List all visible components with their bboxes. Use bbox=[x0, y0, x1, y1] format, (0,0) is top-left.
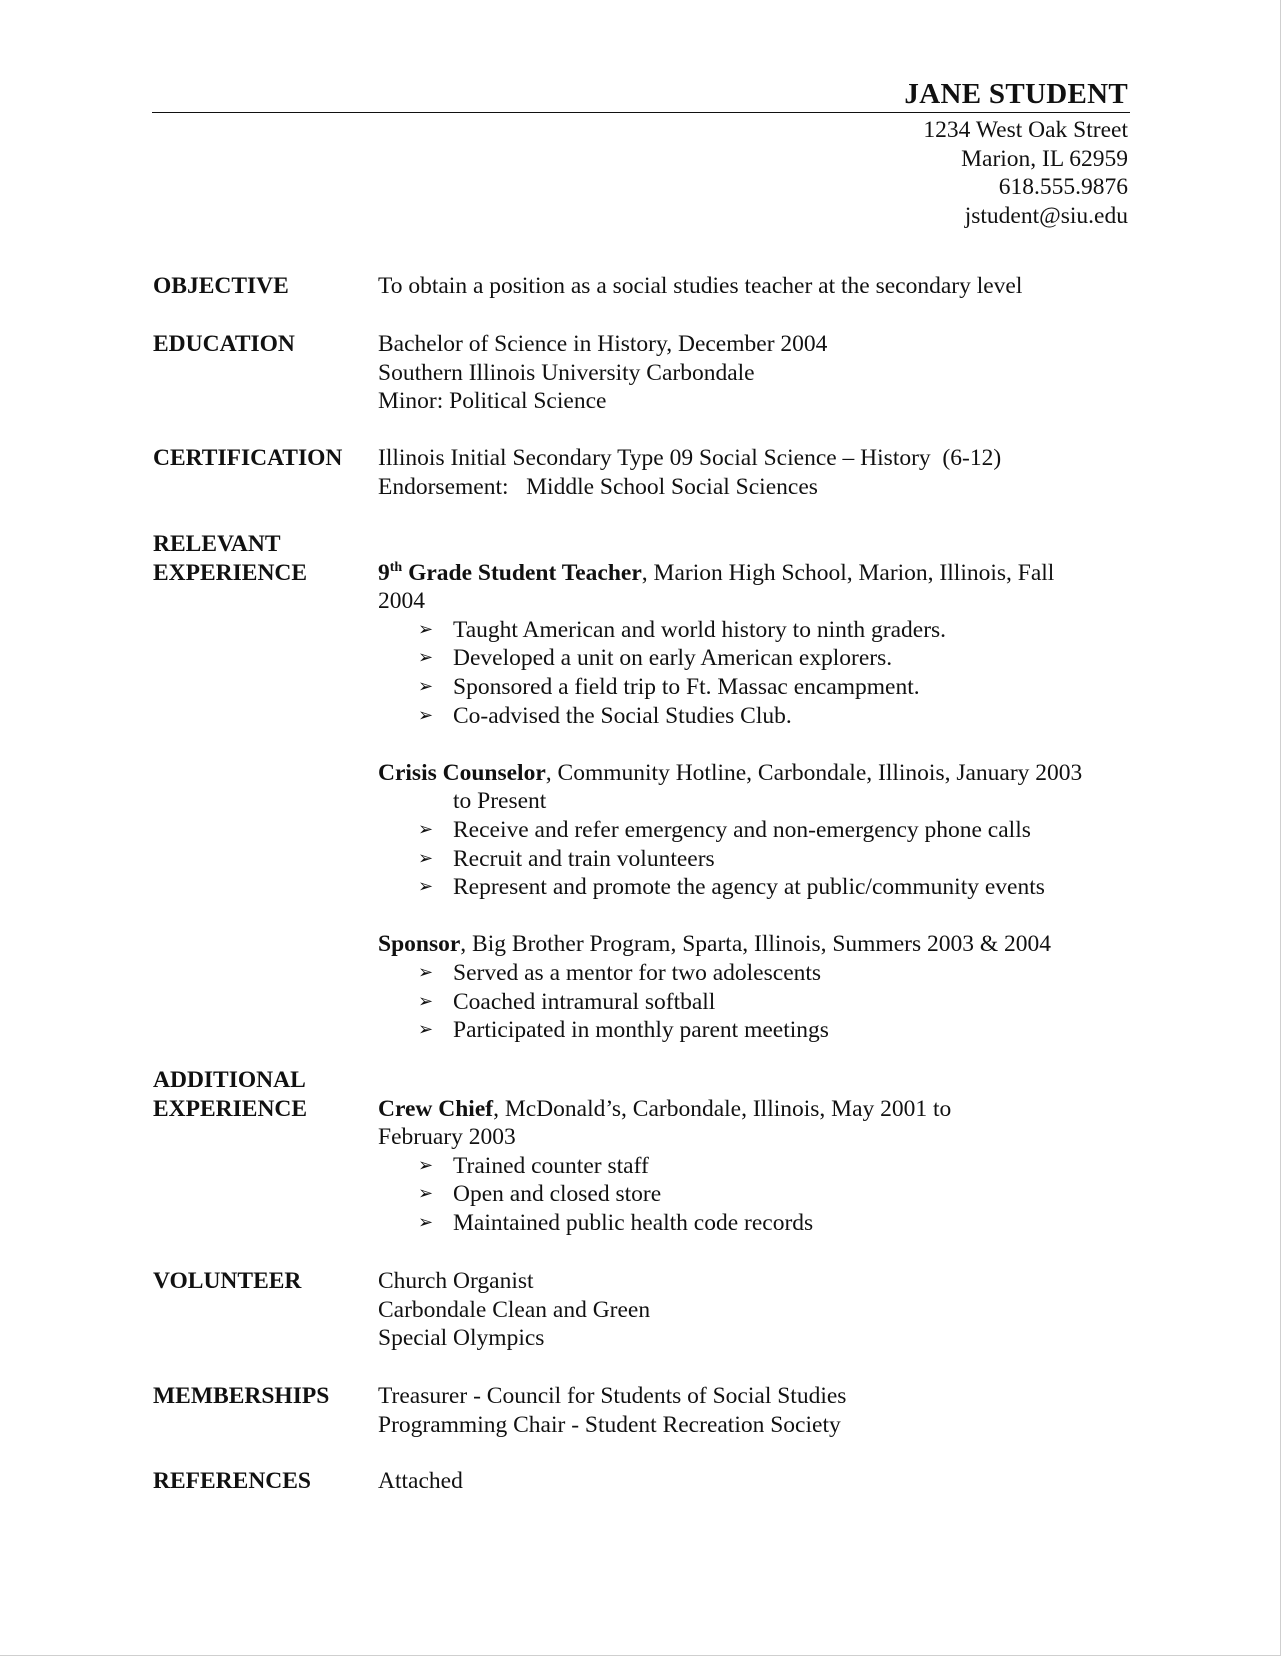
job-entry bbox=[378, 559, 1138, 731]
header-rule bbox=[152, 112, 1130, 113]
list-item: ➢ Recruit and train volunteers bbox=[418, 845, 715, 872]
certification-line: Endorsement: Middle School Social Sciences bbox=[378, 473, 818, 500]
list-item: ➢ Served as a mentor for two adolescents bbox=[418, 959, 822, 986]
bullet-list bbox=[378, 1152, 1138, 1238]
education-line: Minor: Political Science bbox=[378, 388, 607, 415]
job-title-line bbox=[378, 759, 1138, 788]
section-label-line: EXPERIENCE bbox=[153, 1095, 308, 1122]
list-item: ➢ Participated in monthly parent meetings bbox=[418, 1017, 829, 1044]
certification-line: Illinois Initial Secondary Type 09 Social Science – History (6-12) bbox=[378, 445, 1002, 471]
section-label: CERTIFICATION bbox=[153, 445, 343, 471]
section-content bbox=[378, 444, 1138, 501]
contact-phone: 618.555.9876 bbox=[998, 174, 1128, 201]
job-detail-cont: February 2003 bbox=[378, 1124, 516, 1151]
section-label: EDUCATION bbox=[153, 331, 295, 357]
list-item: ➢ Maintained public health code records bbox=[418, 1209, 814, 1236]
list-item: ➢ Coached intramural softball bbox=[418, 988, 716, 1015]
list-item: ➢ Taught American and world history to ninth graders. bbox=[418, 616, 947, 643]
arrow-bullet-icon: ➢ bbox=[418, 618, 434, 640]
section-label-line: ADDITIONAL bbox=[153, 1067, 306, 1093]
arrow-bullet-icon: ➢ bbox=[418, 1211, 434, 1233]
job-title-line bbox=[378, 930, 1138, 959]
job-detail-cont: to Present bbox=[453, 788, 547, 815]
job-detail: , McDonald’s, Carbondale, Illinois, May 2001 to bbox=[493, 1095, 952, 1122]
job-title: Sponsor bbox=[378, 931, 461, 958]
contact-email[interactable]: jstudent@siu.edu bbox=[964, 202, 1128, 229]
resume-name: JANE STUDENT bbox=[904, 78, 1128, 110]
contact-block bbox=[923, 116, 1128, 230]
education-line: Bachelor of Science in History, December 2004 bbox=[378, 331, 828, 357]
volunteer-line: Church Organist bbox=[378, 1268, 534, 1294]
section-content bbox=[378, 1467, 1138, 1496]
job-detail: , Marion High School, Marion, Illinois, Fall bbox=[641, 559, 1055, 586]
job-entry bbox=[378, 1095, 1138, 1238]
section-label: REFERENCES bbox=[153, 1468, 312, 1494]
arrow-bullet-icon: ➢ bbox=[418, 818, 434, 840]
job-detail: , Community Hotline, Carbondale, Illinois, January 2003 bbox=[545, 759, 1083, 786]
arrow-bullet-icon: ➢ bbox=[418, 876, 434, 898]
section-content bbox=[378, 559, 1138, 1045]
arrow-bullet-icon: ➢ bbox=[418, 704, 434, 726]
job-title: Crew Chief bbox=[378, 1095, 494, 1122]
arrow-bullet-icon: ➢ bbox=[418, 1019, 434, 1041]
list-item: ➢ Receive and refer emergency and non-emergency phone calls bbox=[418, 816, 1031, 843]
job-title-line bbox=[378, 559, 1138, 588]
job-entry bbox=[378, 759, 1138, 902]
list-item: ➢ Co-advised the Social Studies Club. bbox=[418, 702, 792, 729]
list-item: ➢ Trained counter staff bbox=[418, 1152, 649, 1179]
volunteer-line: Special Olympics bbox=[378, 1325, 545, 1352]
contact-city: Marion, IL 62959 bbox=[961, 145, 1128, 172]
membership-line: Treasurer - Council for Students of Social Studies bbox=[378, 1383, 847, 1409]
objective-text: To obtain a position as a social studies teacher at the secondary level bbox=[378, 273, 1023, 299]
membership-line: Programming Chair - Student Recreation Society bbox=[378, 1411, 841, 1438]
arrow-bullet-icon: ➢ bbox=[418, 1154, 434, 1176]
references-text: Attached bbox=[378, 1468, 463, 1494]
volunteer-line: Carbondale Clean and Green bbox=[378, 1296, 651, 1323]
section-content bbox=[378, 1382, 1138, 1439]
bullet-list bbox=[378, 959, 1138, 1045]
arrow-bullet-icon: ➢ bbox=[418, 647, 434, 669]
job-detail: , Big Brother Program, Sparta, Illinois, Summers 2003 & 2004 bbox=[460, 931, 1052, 958]
list-item: ➢ Open and closed store bbox=[418, 1181, 662, 1208]
arrow-bullet-icon: ➢ bbox=[418, 1183, 434, 1205]
list-item: ➢ Sponsored a field trip to Ft. Massac encampment. bbox=[418, 673, 920, 700]
section-label: VOLUNTEER bbox=[153, 1268, 302, 1294]
job-title: 9th Grade Student Teacher bbox=[378, 559, 642, 586]
job-detail-cont: 2004 bbox=[378, 588, 425, 615]
list-item: ➢ Developed a unit on early American explorers. bbox=[418, 645, 893, 672]
bullet-list bbox=[378, 616, 1138, 730]
job-entry bbox=[378, 930, 1138, 1044]
job-title-line bbox=[378, 1095, 1138, 1124]
education-line: Southern Illinois University Carbondale bbox=[378, 359, 755, 386]
arrow-bullet-icon: ➢ bbox=[418, 990, 434, 1012]
section-label bbox=[153, 530, 373, 587]
section-label bbox=[153, 1066, 373, 1123]
section-label: OBJECTIVE bbox=[153, 273, 289, 299]
section-content bbox=[378, 1267, 1138, 1353]
section-content bbox=[378, 1095, 1138, 1238]
section-label: MEMBERSHIPS bbox=[153, 1383, 330, 1409]
section-label-line: RELEVANT bbox=[153, 531, 281, 557]
arrow-bullet-icon: ➢ bbox=[418, 847, 434, 869]
bullet-list bbox=[378, 816, 1138, 902]
section-content bbox=[378, 272, 1138, 301]
arrow-bullet-icon: ➢ bbox=[418, 675, 434, 697]
job-title: Crisis Counselor bbox=[378, 759, 546, 786]
section-content bbox=[378, 330, 1138, 416]
arrow-bullet-icon: ➢ bbox=[418, 961, 434, 983]
section-label-line: EXPERIENCE bbox=[153, 559, 308, 586]
list-item: ➢ Represent and promote the agency at public/community events bbox=[418, 874, 1045, 901]
contact-address: 1234 West Oak Street bbox=[923, 117, 1128, 143]
